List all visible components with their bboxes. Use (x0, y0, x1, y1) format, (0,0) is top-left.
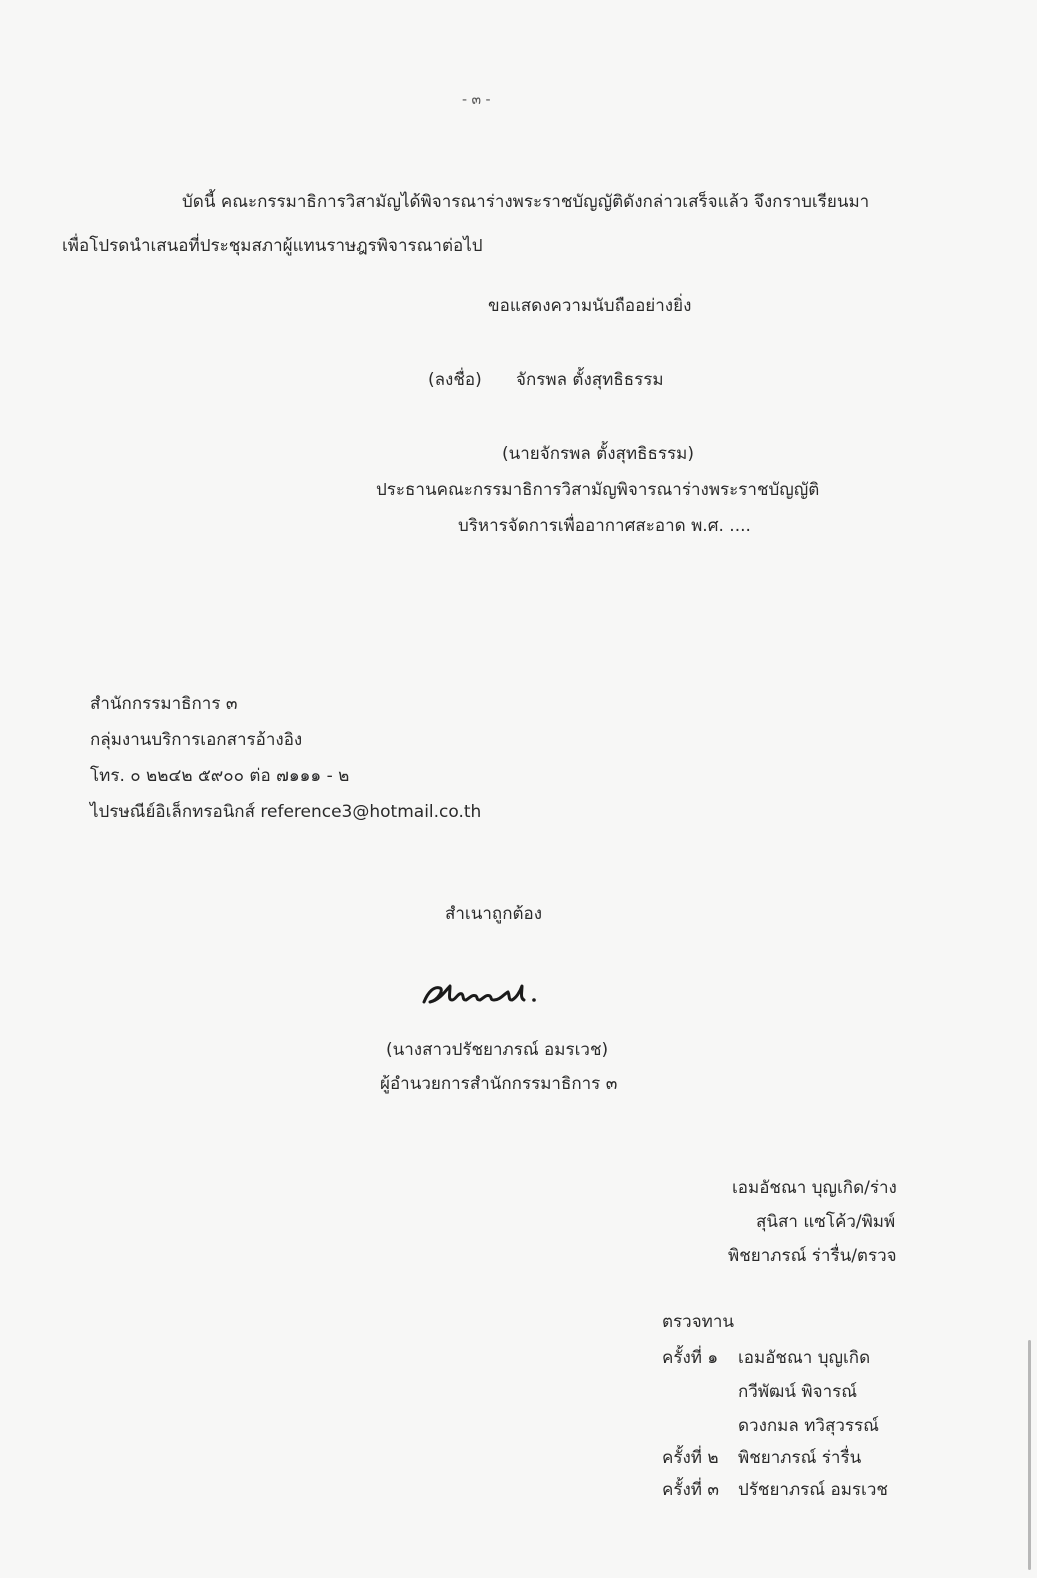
certifier-position: ผู้อำนวยการสำนักกรรมาธิการ ๓ (380, 1074, 618, 1094)
certified-copy-label: สำเนาถูกต้อง (445, 904, 543, 924)
staff-typed: สุนิสา แซโค้ว/พิมพ์ (756, 1212, 896, 1232)
review-round1-label: ครั้งที่ ๑ (662, 1348, 719, 1368)
vertical-scrollbar[interactable] (1028, 1340, 1031, 1570)
office-name: สำนักกรรมาธิการ ๓ (90, 694, 238, 714)
handwritten-signature (420, 974, 544, 1010)
review-round1-name: เอมอัชณา บุญเกิด (738, 1348, 871, 1368)
review-round1-name: ดวงกมล ทวิสุวรรณ์ (738, 1416, 879, 1436)
signature-name: จักรพล ตั้งสุทธิธรรม (516, 370, 664, 390)
signer-full-name: (นายจักรพล ตั้งสุทธิธรรม) (502, 444, 694, 464)
staff-checked: พิชยาภรณ์ ร่ารื่น/ตรวจ (728, 1246, 897, 1266)
signer-title-line-2: บริหารจัดการเพื่ออากาศสะอาด พ.ศ. .... (458, 516, 751, 536)
closing-salutation: ขอแสดงความนับถืออย่างยิ่ง (488, 296, 692, 316)
review-round2-name: พิชยาภรณ์ ร่ารื่น (738, 1448, 862, 1468)
review-round3-name: ปรัชยาภรณ์ อมรเวช (738, 1480, 888, 1500)
office-phone: โทร. ๐ ๒๒๔๒ ๕๙๐๐ ต่อ ๗๑๑๑ - ๒ (90, 766, 350, 786)
certifier-name: (นางสาวปรัชยาภรณ์ อมรเวช) (386, 1040, 609, 1060)
page-number: - ๓ - (462, 92, 491, 108)
review-round3-label: ครั้งที่ ๓ (662, 1480, 720, 1500)
review-round2-label: ครั้งที่ ๒ (662, 1448, 719, 1468)
office-email: ไปรษณีย์อิเล็กทรอนิกส์ reference3@hotmail.co.th (90, 802, 482, 822)
signer-title-line-1: ประธานคณะกรรมาธิการวิสามัญพิจารณาร่างพระราชบัญญัติ (376, 480, 820, 500)
paragraph-line-1: บัดนี้ คณะกรรมาธิการวิสามัญได้พิจารณาร่างพระราชบัญญัติดังกล่าวเสร็จแล้ว จึงกราบเรียนมา (182, 192, 870, 212)
review-heading: ตรวจทาน (662, 1312, 735, 1332)
office-division: กลุ่มงานบริการเอกสารอ้างอิง (90, 730, 303, 750)
staff-draft: เอมอัชณา บุญเกิด/ร่าง (732, 1178, 897, 1198)
review-round1-name: กวีพัฒน์ พิจารณ์ (738, 1382, 858, 1402)
paragraph-line-2: เพื่อโปรดนำเสนอที่ประชุมสภาผู้แทนราษฎรพิจารณาต่อไป (62, 236, 483, 256)
signature-prefix: (ลงชื่อ) (428, 370, 482, 390)
